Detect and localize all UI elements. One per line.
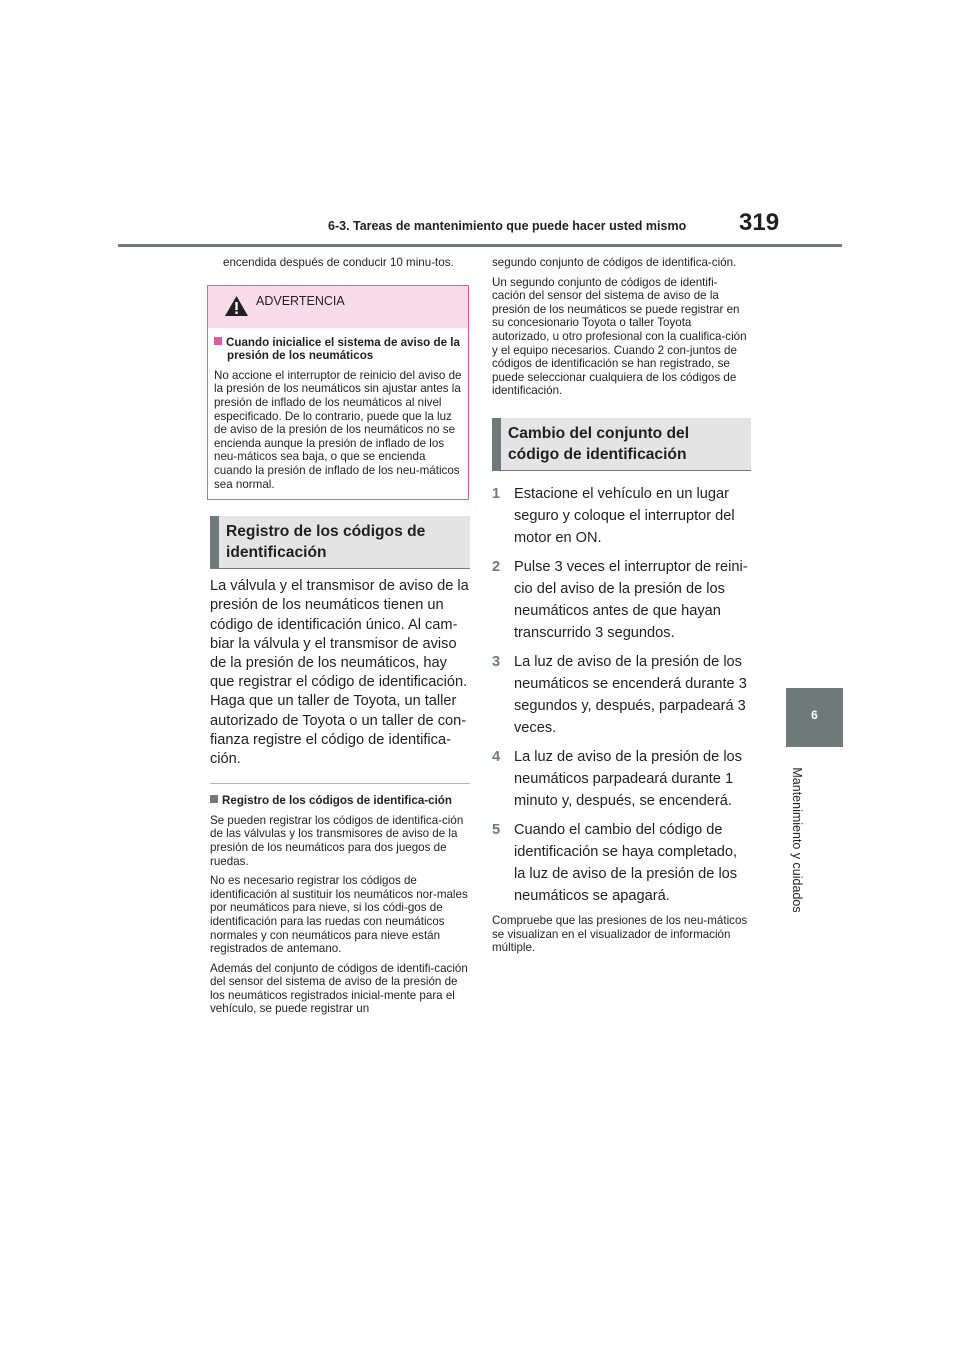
square-bullet-icon xyxy=(210,795,218,803)
step-item xyxy=(492,556,751,644)
right-column xyxy=(492,256,751,961)
paragraph: Un segundo conjunto de códigos de identifi-cación del sensor del sistema de aviso de la presión de los neumáticos se puede registrar en su concesionario Toyota o taller Toyota autorizado, u otro profesional con la cualifica-ción y el equipo necesarios. Cuando 2 con-juntos de códigos de identificación se han registrado, se puede seleccionar cualquiera de los códigos de identificación. xyxy=(492,275,747,398)
paragraph: No es necesario registrar los códigos de identificación al sustituir los neumáticos nor-males por neumáticos para nieve, si los códi-gos de identificación para las ruedas con neumáticos normales y con neumáticos para nieve están registrados de antemano. xyxy=(210,874,468,956)
section-heading-cambio xyxy=(492,418,751,471)
page-number: 319 xyxy=(739,209,780,236)
header-rule xyxy=(118,244,842,247)
paragraph: Además del conjunto de códigos de identifi-cación del sensor del sistema de aviso de la presión de los neumáticos registrados inicial-mente para el vehículo, se puede registrar un xyxy=(210,961,468,1016)
step-text: Cuando el cambio del código de identificación se haya completado, la luz de aviso de la presión de los neumáticos se apagará. xyxy=(514,821,738,904)
step-number: 5 xyxy=(492,821,501,838)
warning-body xyxy=(208,328,468,500)
step-number: 4 xyxy=(492,748,501,765)
step-number: 1 xyxy=(492,485,501,502)
warning-header xyxy=(208,286,468,328)
sub-bullet-title: Registro de los códigos de identifica-ción xyxy=(210,794,470,808)
step-text: Pulse 3 veces el interruptor de reini-cio del aviso de la presión de los neumáticos antes de que hayan transcurrido 3 segundos. xyxy=(514,558,748,641)
steps-list xyxy=(492,483,751,907)
divider xyxy=(210,783,470,784)
step-item xyxy=(492,651,751,739)
step-item xyxy=(492,746,751,812)
step-text: Estacione el vehículo en un lugar seguro y coloque el interruptor del motor en ON. xyxy=(514,485,735,546)
step-item xyxy=(492,483,751,549)
square-bullet-icon xyxy=(214,337,222,345)
chapter-label-container xyxy=(789,757,805,925)
warning-triangle-icon xyxy=(225,296,248,316)
warning-box xyxy=(207,285,469,501)
warning-text: No accione el interruptor de reinicio del aviso de la presión de los neumáticos sin ajustar antes la presión de inflado de los neumáticos al nivel especificado. De lo contrario, puede que la luz de aviso de la presión de los neumáticos no se encienda aunque la presión de inflado de los neu-máticos sea baja, o que se encienda cuando la presión de inflado de los neu-máticos sea normal. xyxy=(214,368,462,491)
heading-text: Registro de los códigos de identificación xyxy=(226,523,426,562)
closing-text: Compruebe que las presiones de los neu-máticos se visualizan en el visualizador de información múltiple. xyxy=(492,913,748,955)
heading-bar xyxy=(492,418,501,470)
intro-text: encendida después de conducir 10 minu-tos. xyxy=(223,256,454,269)
heading-bar xyxy=(210,516,219,568)
step-item xyxy=(492,819,751,907)
warning-label: ADVERTENCIA xyxy=(256,293,345,308)
chapter-number: 6 xyxy=(811,708,818,722)
step-text: La luz de aviso de la presión de los neumáticos parpadeará durante 1 minuto y, después, se encenderá. xyxy=(514,748,742,809)
paragraph: segundo conjunto de códigos de identifica-ción. xyxy=(492,256,737,269)
left-column xyxy=(210,256,470,1022)
step-text: La luz de aviso de la presión de los neumáticos se encenderá durante 3 segundos y, después, parpadeará 3 veces. xyxy=(514,653,747,736)
step-number: 3 xyxy=(492,653,501,670)
warning-bullet-title: Cuando inicialice el sistema de aviso de la presión de los neumáticos xyxy=(214,336,462,363)
step-number: 2 xyxy=(492,558,501,575)
body-text: La válvula y el transmisor de aviso de la presión de los neumáticos tienen un código de identificación único. Al cam-biar la válvula y el transmisor de aviso de la presión de los neumáticos, hay que registrar el código de identificación. Haga que un taller de Toyota, un taller autorizado de Toyota o un taller de con-fianza registre el código de identifica-ción. xyxy=(210,578,469,767)
paragraph: Se pueden registrar los códigos de identifica-ción de las válvulas y los transmisores de aviso de la presión de los neumáticos para dos juegos de ruedas. xyxy=(210,813,464,868)
section-title: 6-3. Tareas de mantenimiento que puede hacer usted mismo xyxy=(328,219,687,233)
chapter-tab[interactable] xyxy=(786,688,843,747)
chapter-label: Mantenimiento y cuidados xyxy=(790,767,804,913)
heading-text: Cambio del conjunto del código de identificación xyxy=(508,424,690,463)
section-heading-registro xyxy=(210,516,470,569)
